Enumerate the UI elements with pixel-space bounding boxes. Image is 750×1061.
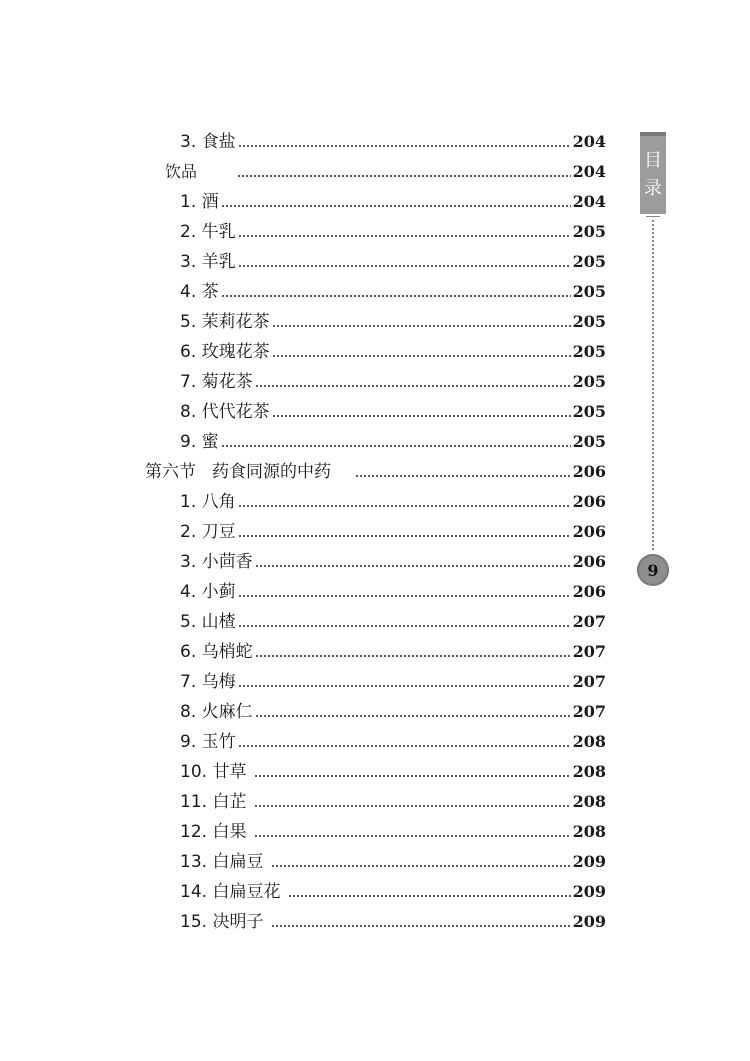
toc-entry-page: 204 <box>572 132 606 151</box>
toc-entry-title: 4. 小蓟 <box>180 582 236 602</box>
toc-entry[interactable] <box>0 367 606 397</box>
toc-entry[interactable] <box>0 487 606 517</box>
section-name: 药食同源的中药 <box>212 462 331 482</box>
toc-entry-page: 206 <box>572 582 606 601</box>
toc-entry[interactable] <box>0 277 606 307</box>
toc-entry[interactable] <box>0 877 606 907</box>
toc-entry-title: 13. 白扁豆 <box>180 852 269 872</box>
dot-leader <box>221 445 571 447</box>
dot-leader <box>238 685 571 687</box>
dot-leader <box>288 895 571 897</box>
dot-leader <box>254 805 571 807</box>
dot-leader <box>272 415 571 417</box>
toc-entry-title: 7. 菊花茶 <box>180 372 253 392</box>
toc-entry[interactable] <box>0 187 606 217</box>
toc-entry-title: 15. 决明子 <box>180 912 269 932</box>
toc-entry[interactable] <box>0 847 606 877</box>
toc-entry[interactable] <box>0 547 606 577</box>
toc-entry-page: 209 <box>572 882 606 901</box>
toc-entry-page: 205 <box>572 402 606 421</box>
toc-entry[interactable] <box>0 217 606 247</box>
toc-entry-page: 205 <box>572 222 606 241</box>
toc-entry-title: 1. 酒 <box>180 192 219 212</box>
dot-leader <box>255 715 571 717</box>
dot-leader <box>254 835 571 837</box>
toc-entry-page: 207 <box>572 672 606 691</box>
toc-entry[interactable] <box>0 127 606 157</box>
toc-entry-title: 14. 白扁豆花 <box>180 882 286 902</box>
toc-entry-page: 205 <box>572 432 606 451</box>
toc-entry[interactable] <box>0 517 606 547</box>
toc-entry-page: 205 <box>572 372 606 391</box>
toc-entry-title: 11. 白芷 <box>180 792 252 812</box>
toc-entry[interactable] <box>0 247 606 277</box>
dot-leader <box>238 625 571 627</box>
toc-entry-title: 6. 玫瑰花茶 <box>180 342 270 362</box>
toc-entry-title: 3. 食盐 <box>180 132 236 152</box>
toc-entry[interactable] <box>0 727 606 757</box>
toc-entry-page: 209 <box>572 852 606 871</box>
toc-entry[interactable] <box>0 817 606 847</box>
toc-section-title <box>145 457 353 487</box>
toc-entry-page: 209 <box>572 912 606 931</box>
toc-entry-page: 206 <box>572 552 606 571</box>
toc-entry-title: 2. 刀豆 <box>180 522 236 542</box>
toc-section-heading[interactable] <box>0 457 606 487</box>
toc-entry-title: 1. 八角 <box>180 492 236 512</box>
toc-entry-title: 5. 茉莉花茶 <box>180 312 270 332</box>
dot-leader <box>238 505 571 507</box>
toc-entry[interactable] <box>0 697 606 727</box>
toc-entry-page: 208 <box>572 762 606 781</box>
toc-entry-page: 204 <box>572 192 606 211</box>
toc-entry-title: 8. 火麻仁 <box>180 702 253 722</box>
side-divider <box>646 216 660 217</box>
dot-leader <box>255 655 571 657</box>
toc-entry[interactable] <box>0 787 606 817</box>
dot-leader <box>255 385 571 387</box>
toc-entry[interactable] <box>0 577 606 607</box>
toc-entry-title: 10. 甘草 <box>180 762 252 782</box>
toc-entry-page: 204 <box>572 162 606 181</box>
toc-entry-page: 205 <box>572 252 606 271</box>
toc-entry-page: 207 <box>572 642 606 661</box>
toc-entry[interactable] <box>0 667 606 697</box>
toc-entry-page: 208 <box>572 792 606 811</box>
dot-leader <box>272 325 571 327</box>
toc-entry-title: 5. 山楂 <box>180 612 236 632</box>
toc-entry-title: 8. 代代花茶 <box>180 402 270 422</box>
toc-entry-title: 2. 牛乳 <box>180 222 236 242</box>
section-number: 第六节 <box>145 462 196 482</box>
dot-leader <box>272 355 571 357</box>
contents-side-tab <box>640 132 666 214</box>
dot-leader <box>238 235 571 237</box>
dot-leader <box>255 565 571 567</box>
toc-entry[interactable] <box>0 427 606 457</box>
dot-leader <box>355 475 571 477</box>
toc-entry-page: 205 <box>572 312 606 331</box>
page-number-badge: 9 <box>637 554 669 586</box>
side-tab-char: 目 <box>644 150 662 171</box>
toc-group-title: 饮品 <box>165 162 198 181</box>
toc-entry-title: 3. 小茴香 <box>180 552 253 572</box>
dot-leader <box>221 205 571 207</box>
toc-entry-title: 12. 白果 <box>180 822 252 842</box>
toc-entry-page: 205 <box>572 342 606 361</box>
dot-leader <box>238 145 571 147</box>
toc-entry[interactable] <box>0 607 606 637</box>
toc-entry-title: 4. 茶 <box>180 282 219 302</box>
dot-leader <box>237 175 571 177</box>
toc-entry-title: 9. 玉竹 <box>180 732 236 752</box>
side-tab-char: 录 <box>644 178 662 199</box>
dot-leader <box>238 745 571 747</box>
dot-leader <box>221 295 571 297</box>
toc-entry-page: 206 <box>572 492 606 511</box>
toc-group-heading[interactable] <box>0 157 606 187</box>
dot-leader <box>238 535 571 537</box>
toc-entry[interactable] <box>0 307 606 337</box>
toc-entry[interactable] <box>0 907 606 937</box>
dot-leader <box>238 595 571 597</box>
toc-entry-page: 208 <box>572 822 606 841</box>
side-dotted-line <box>652 220 654 550</box>
dot-leader <box>271 865 571 867</box>
toc-entry[interactable] <box>0 637 606 667</box>
toc-entry-page: 207 <box>572 612 606 631</box>
toc-entry-page: 208 <box>572 732 606 751</box>
toc-entry-page: 206 <box>572 522 606 541</box>
toc-entry-page: 206 <box>572 462 606 481</box>
toc-entry-page: 205 <box>572 282 606 301</box>
toc-entry[interactable] <box>0 397 606 427</box>
toc-entry-title: 9. 蜜 <box>180 432 219 452</box>
dot-leader <box>238 265 571 267</box>
toc-entry[interactable] <box>0 757 606 787</box>
toc-entry-title: 3. 羊乳 <box>180 252 236 272</box>
dot-leader <box>254 775 571 777</box>
toc-entry[interactable] <box>0 337 606 367</box>
toc-entry-title: 7. 乌梅 <box>180 672 236 692</box>
toc-entry-page: 207 <box>572 702 606 721</box>
dot-leader <box>271 925 571 927</box>
toc-entry-title: 6. 乌梢蛇 <box>180 642 253 662</box>
